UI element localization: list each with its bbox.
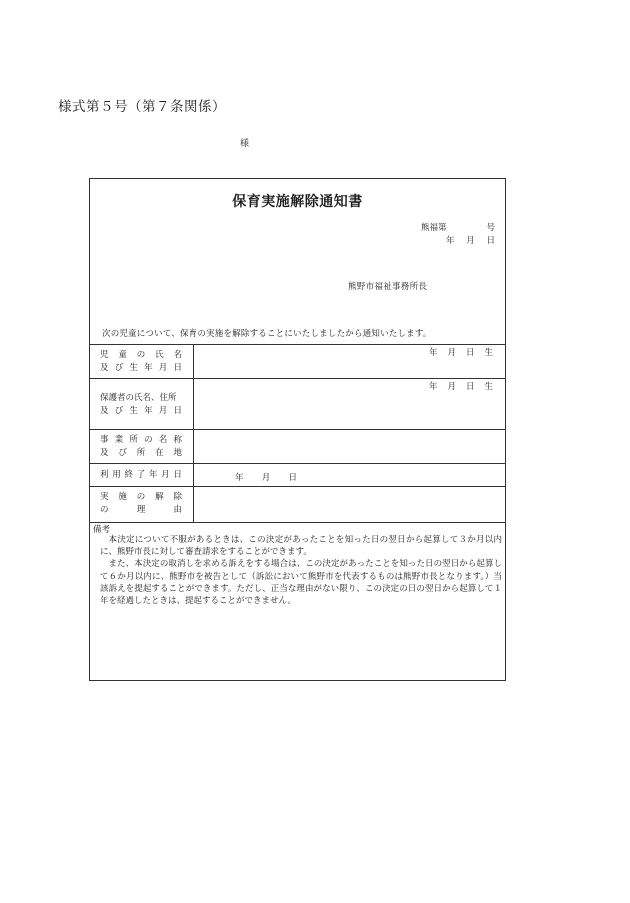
issuer: 熊野市福祉事務所長 <box>348 282 428 292</box>
notice-form <box>89 178 506 681</box>
form-number: 様式第５号（第７条関係） <box>58 99 226 115</box>
remarks-body <box>100 534 502 607</box>
row-divider <box>90 429 505 430</box>
intro-text: 次の児童について、保育の実施を解除することにいたしましたから通知いたします。 <box>102 329 432 339</box>
doc-number-prefix: 熊福第 <box>421 223 447 233</box>
document-title: 保育実施解除通知書 <box>232 194 363 210</box>
label-guardian-name-address-birth: 保護者の氏名、住所 及 び 生 年 月 日 <box>100 393 182 416</box>
remarks-paragraph: 本決定について不服があるときは、この決定があったことを知った日の翌日から起算して３か月以内に、熊野市長に対して審査請求をすることができます。 <box>100 535 502 558</box>
date-month: 月 <box>466 236 475 246</box>
end-date-value: 年 月 日 <box>235 473 297 483</box>
guardian-birth-date: 年 月 日 生 <box>429 382 493 392</box>
addressee: 様 <box>240 139 250 149</box>
label-child-name-birth: 児 童 の 氏 名 及 び 生 年 月 日 <box>100 350 182 373</box>
document-number <box>421 221 495 233</box>
row-divider <box>90 486 505 487</box>
row-divider <box>90 463 505 464</box>
child-birth-date: 年 月 日 生 <box>429 348 493 358</box>
column-divider <box>193 344 194 522</box>
date-day: 日 <box>486 236 495 246</box>
issue-date <box>446 234 495 246</box>
remarks-heading: 備考 <box>93 525 111 535</box>
remarks-paragraph: また、本決定の取消しを求める訴えをする場合は、この決定があったことを知った日の翌日から起算して６か月以内に、熊野市を被告として（訴訟において熊野市を代表するものは熊野市長となります。）当該訴えを提起することができます。ただし、正当な理由がない限り、この決定の日の翌日から起算して１年を経過したときは、提起することができません。 <box>100 559 502 607</box>
doc-number-suffix: 号 <box>486 223 495 233</box>
date-year: 年 <box>446 236 455 246</box>
row-divider <box>90 378 505 379</box>
table-top-border <box>90 344 505 345</box>
table-bottom-border <box>90 522 505 523</box>
label-end-date: 利 用 終 了 年 月 日 <box>100 470 182 480</box>
label-facility-name-location: 事 業 所 の 名 称 及 び 所 在 地 <box>100 435 182 458</box>
label-reason: 実 施 の 解 除 の 理 由 <box>100 492 182 515</box>
